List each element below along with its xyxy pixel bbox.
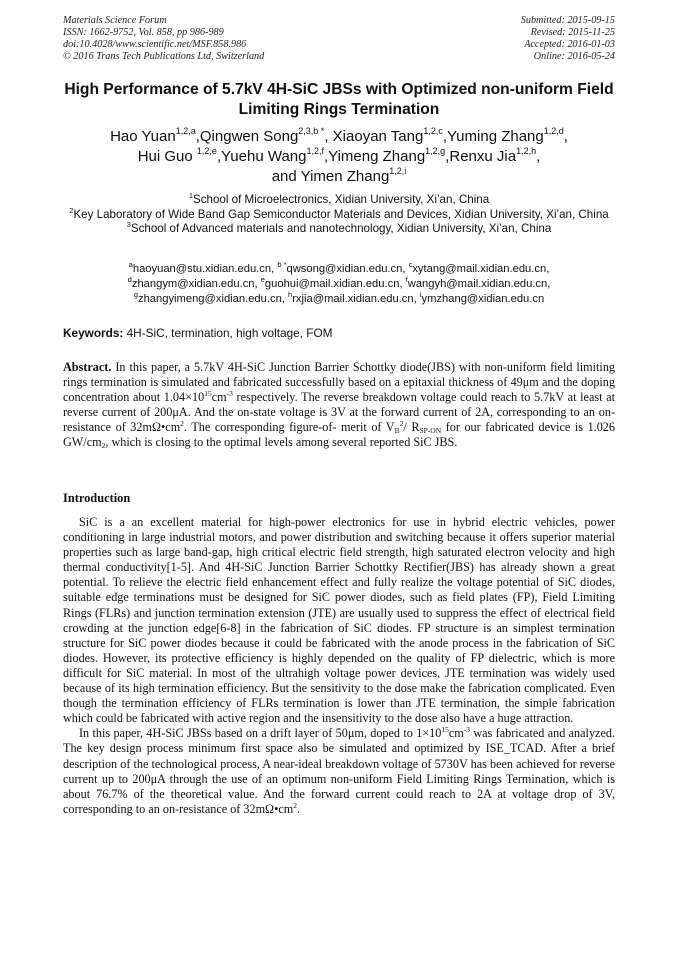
email[interactable]: $^{b *}$qwsong@xidian.edu.cn xyxy=(277,260,403,275)
author: Renxu Jia$^{1,2,h}$ xyxy=(449,146,537,165)
paragraph: SiC is a an excellent material for high-power electronics for use in hybrid electric vehicles, power conditioning in large industrial motors, and power distribution and switching because it offers superior material properties such as large band-gap, high critical electric field strength, high saturated electron velocity and high thermal conductivity[1-5]. And 4H-SiC Junction Barrier Schottky Rectifier(JBS) has already shown a great potential. To relieve the electric field enhancement effect and fully realize the voltage potential of SiC diodes, suitable edge terminations must be designed for SiC power diodes, such as field plates (FP), Field Limiting Rings (FLRs) and junction termination extension (JTE) are usually used to suppress the effect of electrical field crowding at the junction edge[6-8] in the fabrication of SiC diodes. FP structure is an simplest termination structure for SiC power diodes because it could be fabricated with the anode process in the fabrication of SiC diodes. However, its protective efficiency is highly depended on the quality of FP dielectric, which is more difficult for SiC material. In most of the ultrahigh voltage power devices, JTE termination was widely used because of its high termination efficiency. But the sensitivity to the dose make the fabrication complicated. Even though the termination efficiency of FLRs termination is lower than JTE termination, the simple fabrication which could be fabricated with active region and the insensitivity to the dose also have a huge attraction. xyxy=(63,515,615,726)
introduction-body xyxy=(63,515,615,817)
email[interactable]: $^f$wangyh@mail.xidian.edu.cn xyxy=(405,275,548,290)
email[interactable]: $^d$zhangym@xidian.edu.cn xyxy=(127,275,255,290)
submitted-date: Submitted: 2015-09-15 xyxy=(520,15,615,26)
affiliation: $^3$School of Advanced materials and nanotechnology, Xidian University, Xi’an, China xyxy=(126,220,552,236)
abstract-label: Abstract. xyxy=(63,360,112,374)
email[interactable]: $^h$rxjia@mail.xidian.edu.cn xyxy=(288,290,414,305)
copyright-line: © 2016 Trans Tech Publications Ltd, Switzerland xyxy=(63,51,265,62)
introduction-heading: Introduction xyxy=(63,491,131,505)
paper-title: High Performance of 5.7kV 4H-SiC JBSs with Optimized non-uniform Field Limiting Rings Termination xyxy=(64,81,614,118)
paragraph: In this paper, 4H-SiC JBSs based on a drift layer of 50μm, doped to $1\times 10^{15}cm^{-3}$ was fabricated and analyzed. The key design process minimum first space also be simulated and optimized by ISE_TCAD. After a brief description of the technological process, A near-ideal breakdown voltage of 5730V has been achieved for reverse current up to 200μA through the use of an optimum non-uniform Field Limiting Rings Termination, which is about 76.7% of the theoretical value. And the forward current could reach to 2A at voltage drop of 3V, corresponding to an on-resistance of $32m\Omega•cm^2$. xyxy=(63,725,615,816)
abstract: Abstract. In this paper, a 5.7kV 4H-SiC Junction Barrier Schottky diode(JBS) with non-uniform field limiting rings termination is simulated and fabricated successfully based on a epitaxial thickness of 49μm and the doping concentration about $1.04\times 10^{15}cm^{-3}$ respectively. The reverse breakdown voltage could reach to 5.7kV at least at reverse current of 200μA. And the on-state voltage is 3V at the forward current of 2A, corresponding to an on-resistance of $32m\Omega•cm^2$. The corresponding figure-of- merit of $V_B^2/$ $R_{SP-ON}$ for our fabricated device is 1.026 $GW/cm_2$, which is closing to the optimal levels among several reported SiC JBS. xyxy=(63,360,616,451)
journal-name: Materials Science Forum xyxy=(63,15,167,26)
affiliation: $^1$School of Microelectronics, Xidian University, Xi’an, China xyxy=(188,191,490,206)
email-list: $^a$haoyuan@stu.xidian.edu.cn, $^{b *}$qwsong@xidian.edu.cn, $^c$xytang@mail.xidian.edu.cn, $^d$zhangym@xidian.edu.cn, $^e$guohui@mail.xidian.edu.cn, $^f$wangyh@mail.xidian.edu.cn, $^g$zhangyimeng@xidian.edu.cn, $^h$rxjia@mail.xidian.edu.cn, $^i$ymzhang@xidian.edu.cn xyxy=(127,260,551,305)
email[interactable]: $^e$guohui@mail.xidian.edu.cn xyxy=(260,275,400,290)
email[interactable]: $^i$ymzhang@xidian.edu.cn xyxy=(419,290,545,305)
online-date: Online: 2016-05-24 xyxy=(533,51,615,62)
keywords-label: Keywords: xyxy=(63,326,124,340)
author: Hui Guo $^{1,2,e}$ xyxy=(137,146,217,165)
revised-date: Revised: 2015-11-25 xyxy=(530,27,615,38)
keywords-text: 4H-SiC, termination, high voltage, FOM xyxy=(126,326,333,340)
affiliations xyxy=(58,193,620,237)
email[interactable]: $^g$zhangyimeng@xidian.edu.cn xyxy=(133,290,282,305)
affiliation: $^2$Key Laboratory of Wide Band Gap Semiconductor Materials and Devices, Xidian University, Xi’an, China xyxy=(69,205,609,221)
email[interactable]: $^c$xytang@mail.xidian.edu.cn xyxy=(408,260,547,275)
doi-line: doi:10.4028/www.scientific.net/MSF.858.986 xyxy=(63,39,247,50)
author: Yimen Zhang$^{1,2,i}$ xyxy=(300,166,407,185)
email[interactable]: $^a$haoyuan@stu.xidian.edu.cn xyxy=(128,260,272,275)
author: Yuming Zhang$^{1,2,d}$ xyxy=(447,126,564,145)
author: Xiaoyan Tang$^{1,2,c}$ xyxy=(332,126,443,145)
accepted-date: Accepted: 2016-01-03 xyxy=(524,39,615,50)
author: Hao Yuan$^{1,2,a}$ xyxy=(110,126,196,145)
author-list: Hao Yuan$^{1,2,a}$,Qingwen Song$^{2,3,b *}$, Xiaoyan Tang$^{1,2,c}$,Yuming Zhang$^{1,2,d}$, Hui Guo $^{1,2,e}$,Yuehu Wang$^{1,2,f}$,Yimeng Zhang$^{1,2,g}$,Renxu Jia$^{1,2,h}$, and Yimen Zhang$^{1,2,i}$ xyxy=(110,126,568,185)
journal-header-right xyxy=(521,15,615,63)
journal-header-left xyxy=(63,15,264,63)
author: Qingwen Song$^{2,3,b *}$ xyxy=(199,126,325,145)
author: Yuehu Wang$^{1,2,f}$ xyxy=(221,146,324,165)
author: Yimeng Zhang$^{1,2,g}$ xyxy=(328,146,446,165)
keywords xyxy=(63,326,332,341)
issn-line: ISSN: 1662-9752, Vol. 858, pp 986-989 xyxy=(63,27,224,38)
